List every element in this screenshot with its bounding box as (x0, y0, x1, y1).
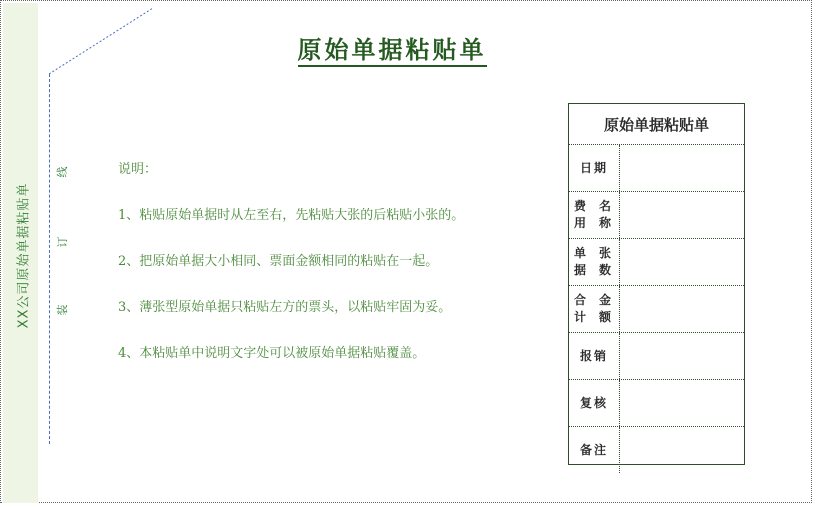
binding-mark-ding: 订 (56, 236, 69, 248)
row-label: 日期 (569, 145, 620, 191)
row-label: 合计 金额 (569, 286, 620, 332)
review-field[interactable] (620, 380, 744, 426)
binding-mark-zhuang: 装 (56, 304, 69, 316)
instructions (118, 158, 558, 388)
binding-mark-xian: 线 (56, 166, 69, 178)
total-amount-field[interactable] (620, 286, 744, 332)
row-label: 费用 名称 (569, 192, 620, 238)
summary-table (568, 103, 745, 465)
instructions-heading: 说明： (118, 162, 158, 177)
main-title (0, 30, 784, 65)
instruction-item: 2、把原始单据大小相同、票面金额相同的粘贴在一起。 (118, 254, 439, 269)
instruction-item: 4、本粘贴单中说明文字处可以被原始单据粘贴覆盖。 (118, 346, 426, 361)
row-remarks (569, 427, 744, 473)
row-label: 单据 张数 (569, 239, 620, 285)
summary-table-title: 原始单据粘贴单 (569, 104, 744, 145)
row-label: 报销 (569, 333, 620, 379)
row-document-count (569, 239, 744, 286)
instruction-item: 3、薄张型原始单据只粘贴左方的票头，以粘贴牢固为妥。 (118, 300, 452, 315)
row-total-amount (569, 286, 744, 333)
row-label: 备注 (569, 427, 620, 473)
company-vertical-label (8, 170, 36, 340)
date-field[interactable] (620, 145, 744, 191)
row-label: 复核 (569, 380, 620, 426)
row-review (569, 380, 744, 427)
binding-dashed-line (49, 74, 50, 444)
document-count-field[interactable] (620, 239, 744, 285)
row-date (569, 145, 744, 192)
main-title-text: 原始单据粘贴单 (298, 36, 487, 67)
expense-name-field[interactable] (620, 192, 744, 238)
company-vertical-text: XX公司原始单据粘贴单 (16, 182, 32, 328)
remarks-field[interactable] (620, 427, 744, 473)
row-reimbursement (569, 333, 744, 380)
row-expense-name (569, 192, 744, 239)
reimbursement-field[interactable] (620, 333, 744, 379)
instruction-item: 1、粘贴原始单据时从左至右，先粘贴大张的后粘贴小张的。 (118, 208, 465, 223)
